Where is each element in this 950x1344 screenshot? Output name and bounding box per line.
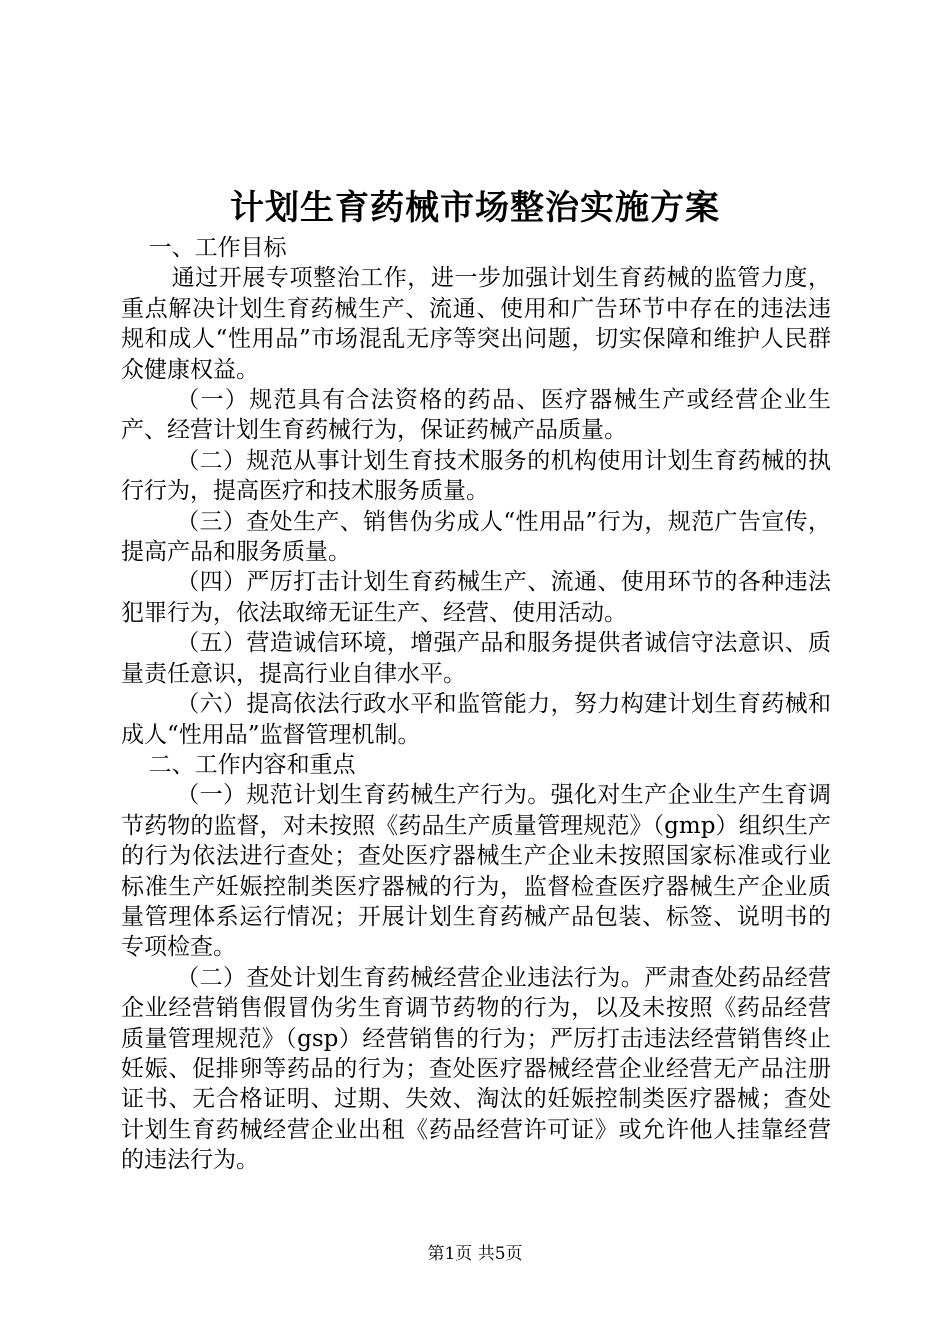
section-heading: 一、工作目标 <box>148 235 287 261</box>
paragraph: （一）规范具有合法资格的药品、医疗器械生产或经营企业生产、经营计划生育药械行为，保证药械产品质量。 <box>121 387 831 444</box>
paragraph: （六）提高依法行政水平和监管能力，努力构建计划生育药械和成人“性用品”监督管理机制。 <box>121 691 831 748</box>
document-body <box>121 233 831 1176</box>
paragraph: 通过开展专项整治工作，进一步加强计划生育药械的监管力度，重点解决计划生育药械生产、流通、使用和广告环节中存在的违法违规和成人“性用品”市场混乱无序等突出问题，切实保障和维护人民群众健康权益。 <box>121 265 831 383</box>
page-footer: 第1页 共5页 <box>427 1244 523 1264</box>
section-heading: 二、工作内容和重点 <box>148 751 356 778</box>
paragraph: （三）查处生产、销售伪劣成人“性用品”行为，规范广告宣传，提高产品和服务质量。 <box>121 508 831 566</box>
document-title: 计划生育药械市场整治实施方案 <box>230 188 720 228</box>
paragraph: （四）严厉打击计划生育药械生产、流通、使用环节的各种违法犯罪行为，依法取缔无证生产、经营、使用活动。 <box>121 569 831 626</box>
paragraph: （一）规范计划生育药械生产行为。强化对生产企业生产生育调节药物的监督，对未按照《药品生产质量管理规范》（gmp）组织生产的行为依法进行查处；查处医疗器械生产企业未按照国家标准或行业标准生产妊娠控制类医疗器械的行为，监督检查医疗器械生产企业质量管理体系运行情况；开展计划生育药械产品包装、标签、说明书的专项检查。 <box>121 782 831 961</box>
paragraph: （二）规范从事计划生育技术服务的机构使用计划生育药械的执行行为，提高医疗和技术服务质量。 <box>121 447 831 505</box>
paragraph: （五）营造诚信环境，增强产品和服务提供者诚信守法意识、质量责任意识，提高行业自律水平。 <box>121 630 831 687</box>
paragraph: （二）查处计划生育药械经营企业违法行为。严肃查处药品经营企业经营销售假冒伪劣生育调节药物的行为，以及未按照《药品经营质量管理规范》（gsp）经营销售的行为；严厉打击违法经营销售终止妊娠、促排卵等药品的行为；查处医疗器械经营企业经营无产品注册证书、无合格证明、过期、失效、淘汰的妊娠控制类医疗器械；查处计划生育药械经营企业出租《药品经营许可证》或允许他人挂靠经营的违法行为。 <box>121 964 831 1174</box>
